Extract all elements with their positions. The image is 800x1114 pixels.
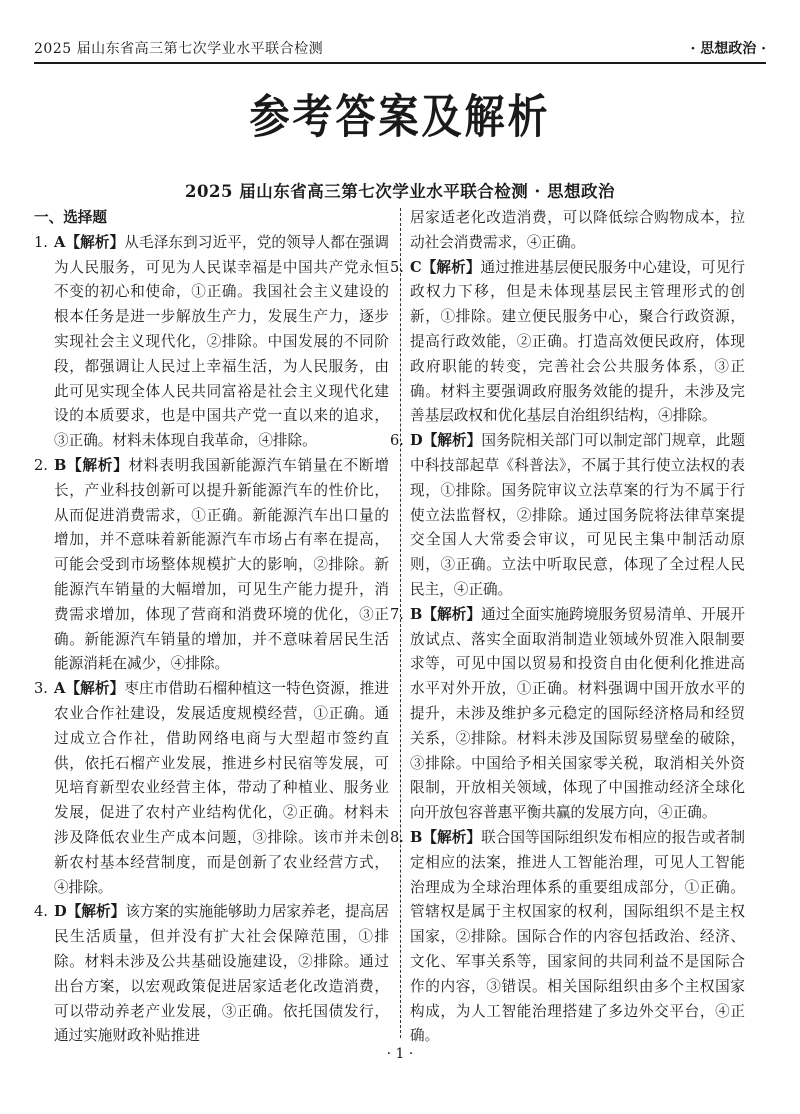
question-4 xyxy=(34,900,389,1049)
explanation-text: 材料表明我国新能源汽车销量在不断增长，产业科技创新可以提升新能源汽车的性价比，从而促进消费需求，①正确。新能源汽车出口量的增加，并不意味着新能源汽车市场占有率在提高，可能会受到市场整体规模扩大的影响，②排除。新能源汽车销量的大幅增加，可见生产能力提升，消费需求增加，体现了营商和消费环境的优化，③正确。新能源汽车销量的增加，并不意味着居民生活能源消耗在减少，④排除。 xyxy=(54,456,389,673)
question-1 xyxy=(34,231,389,454)
question-7 xyxy=(390,603,745,826)
page-number: · 1 · xyxy=(386,1046,414,1062)
header-exam-name: 2025 届山东省高三第七次学业水平联合检测 xyxy=(34,41,324,57)
question-8 xyxy=(390,826,745,1049)
section-heading: 一、选择题 xyxy=(34,209,107,226)
question-4-continuation xyxy=(410,206,745,256)
explanation-text: 联合国等国际组织发布相应的报告或者制定相应的法案，推进人工智能治理，可见人工智能治理成为全球治理体系的重要组成部分，①正确。管辖权是属于主权国家的权利，国际组织不是主权国家，②排除。国际合作的内容包括政治、经济、文化、军事关系等，国家间的共同利益不是国际合作的内容，③错误。相关国际组织由多个主权国家构成，为人工智能治理搭建了多边外交平台，④正确。 xyxy=(410,828,745,1045)
page-header xyxy=(34,36,766,64)
page-title: 参考答案及解析 xyxy=(249,91,551,144)
answer-tag: C【解析】 xyxy=(410,258,481,276)
header-subject: · 思想政治 · xyxy=(690,41,766,57)
question-number: 4. xyxy=(34,903,48,921)
question-number: 2. xyxy=(34,456,48,474)
question-number: 1. xyxy=(34,233,48,251)
question-number: 3. xyxy=(34,680,48,698)
answer-tag: A【解析】 xyxy=(54,680,125,698)
explanation-text: 该方案的实施能够助力居家养老，提高居民生活质量，但并没有扩大社会保障范围，①排除。材料未涉及公共基础设施建设，②排除。通过出台方案，以宏观政策促进居家适老化改造消费，可以带动养老产业发展，③正确。依托国债发行，通过实施财政补贴推进 xyxy=(54,903,389,1045)
left-column xyxy=(34,206,389,1045)
explanation-text: 国务院相关部门可以制定部门规章，此题中科技部起草《科普法》，不属于其行使立法权的表现，①排除。国务院审议立法草案的行为不属于行使立法监督权，②排除。通过国务院将法律草案提交全国人大常委会审议，可见民主集中制活动原则，③正确。立法中听取民意，体现了全过程人民民主，④正确。 xyxy=(410,432,745,598)
answer-tag: D【解析】 xyxy=(54,903,126,921)
question-5 xyxy=(390,256,745,430)
explanation-text: 居家适老化改造消费，可以降低综合购物成本，拉动社会消费需求，④正确。 xyxy=(410,209,745,251)
answer-tag: D【解析】 xyxy=(410,432,482,450)
answer-tag: A【解析】 xyxy=(54,233,125,251)
question-number: 7. xyxy=(390,605,404,623)
explanation-text: 通过推进基层便民服务中心建设，可见行政权力下移，但是未体现基层民主管理形式的创新，①排除。建立便民服务中心，聚合行政资源，提高行政效能，②正确。打造高效便民政府，体现政府职能的转变，完善社会公共服务体系，③正确。材料主要强调政府服务效能的提升，未涉及完善基层政权和优化基层自治组织结构，④排除。 xyxy=(410,258,745,425)
explanation-text: 通过全面实施跨境服务贸易清单、开展开放试点、落实全面取消制造业领域外贸准入限制要求等，可见中国以贸易和投资自由化便利化推进高水平对外开放，①正确。材料强调中国开放水平的提升，未涉及维护多元稳定的国际经济格局和经贸关系，②排除。材料未涉及国际贸易壁垒的破除，③排除。中国给予相关国家零关税，取消相关外资限制，开放相关领域，体现了中国推动经济全球化向开放包容普惠平衡共赢的发展方向，④正确。 xyxy=(410,605,745,822)
question-3 xyxy=(34,677,389,900)
page-subtitle: 2025 届山东省高三第七次学业水平联合检测 · 思想政治 xyxy=(185,182,615,201)
explanation-text: 枣庄市借助石榴种植这一特色资源，推进农业合作社建设，发展适度规模经营，①正确。通过成立合作社，借助网络电商与大型超市签约直供，依托石榴产业发展，推进乡村民宿等发展，可见培育新型农业经营主体，带动了种植业、服务业发展，促进了农村产业结构优化，②正确。材料未涉及降低农业生产成本问题，③排除。该市并未创新农村基本经营制度，而是创新了农业经营方式，④排除。 xyxy=(54,680,389,896)
question-6 xyxy=(390,429,745,603)
answer-tag: B【解析】 xyxy=(410,828,482,846)
right-column xyxy=(390,206,745,1045)
question-2 xyxy=(34,454,389,677)
question-number: 6. xyxy=(390,432,404,450)
explanation-text: 从毛泽东到习近平，党的领导人都在强调为人民服务，可见为人民谋幸福是中国共产党永恒不变的初心和使命，①正确。我国社会主义建设的根本任务是进一步解放生产力，发展生产力，逐步实现社会主义现代化，②排除。中国发展的不同阶段，都强调让人民过上幸福生活，为人民服务，由此可见实现全体人民共同富裕是社会主义现代化建设的本质要求，也是中国共产党一直以来的追求，③正确。材料未体现自我革命，④排除。 xyxy=(54,233,389,450)
answer-tag: B【解析】 xyxy=(410,605,482,623)
question-number: 5. xyxy=(390,258,404,276)
question-number: 8. xyxy=(390,828,404,846)
answer-tag: B【解析】 xyxy=(54,456,129,474)
